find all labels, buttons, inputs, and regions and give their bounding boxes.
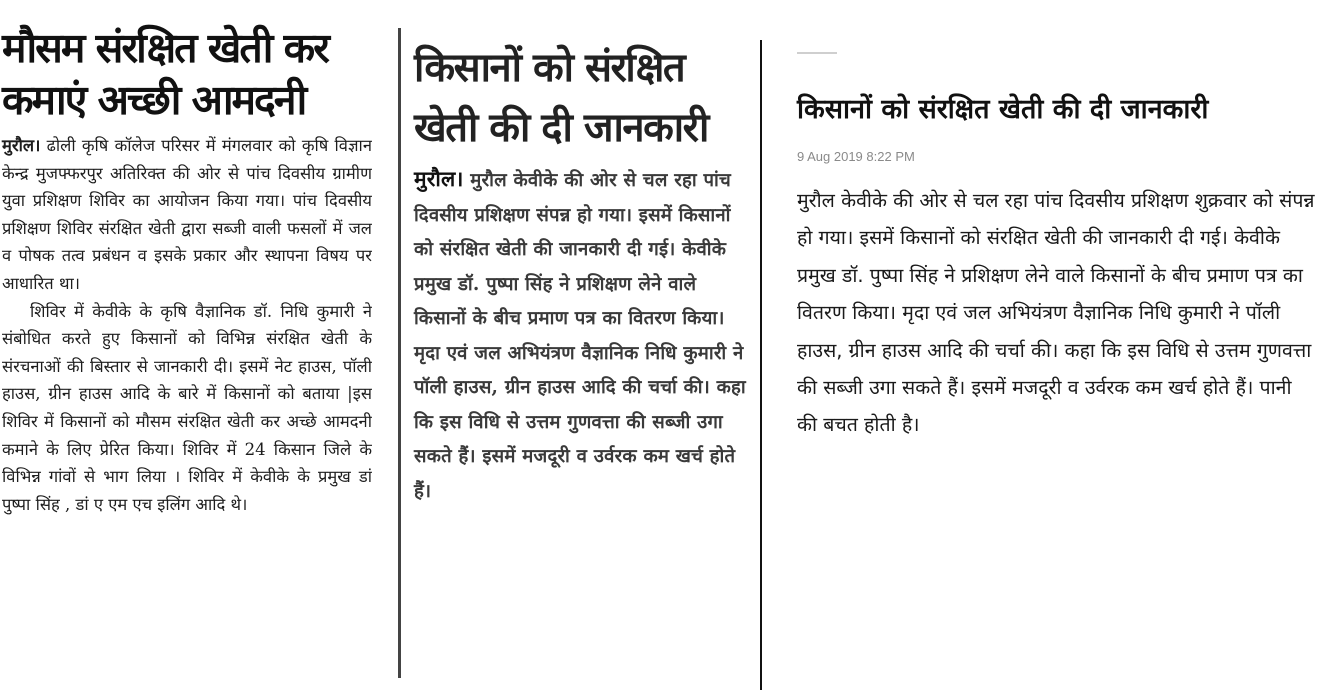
clipping-middle (410, 0, 748, 690)
column-divider (398, 28, 401, 678)
article-right (795, 0, 1315, 690)
clipping-left-paragraph-1 (2, 132, 372, 298)
article-timestamp: 9 Aug 2019 8:22 PM (797, 149, 915, 164)
clipping-left-paragraph-2: शिविर में केवीके के कृषि वैज्ञानिक डॉ. निधि कुमारी ने संबोधित करते हुए किसानों को विभिन्न संरक्षित खेती के संरचनाओं की बिस्तार से जानकारी दी। इसमें नेट हाउस, पॉली हाउस, ग्रीन हाउस आदि के बारे में किसानों को बताया |इस शिविर में किसानों को मौसम संरक्षित खेती कर अच्छे आमदनी कमाने के लिए प्रेरित किया। शिविर में 24 किसान जिले के विभिन्न गांवों से भाग लिया । शिविर में केवीके के प्रमुख डां पुष्पा सिंह , डां ए एम एच इलिंग आदि थे। (2, 301, 372, 514)
clipping-left-headline: मौसम संरक्षित खेती कर कमाएं अच्छी आमदनी (2, 24, 328, 124)
clipping-left-dateline: मुरौल। (2, 136, 41, 155)
clipping-middle-paragraph (414, 162, 748, 509)
clipping-left (0, 0, 372, 690)
clipping-middle-headline: किसानों को संरक्षित खेती की दी जानकारी (414, 45, 708, 151)
column-divider (760, 40, 762, 690)
article-paragraph: मुरौल केवीके की ओर से चल रहा पांच दिवसीय प्रशिक्षण शुक्रवार को संपन्न हो गया। इसमें किसानों को संरक्षित खेती की जानकारी दी गई। केवीके प्रमुख डॉ. पुष्पा सिंह ने प्रशिक्षण लेने वाले किसानों के बीच प्रमाण पत्र का वितरण किया। मृदा एवं जल अभियंत्रण वैज्ञानिक निधि कुमारी ने पॉली हाउस, ग्रीन हाउस आदि की चर्चा की। कहा कि इस विधि से उत्तम गुणवत्ता की सब्जी उगा सकते हैं। इसमें मजदूरी व उर्वरक कम खर्च होते हैं। पानी की बचत होती है। (797, 189, 1315, 437)
clipping-left-paragraph-1-text: ढोली कृषि कॉलेज परिसर में मंगलवार को कृषि विज्ञान केन्द्र मुजफ्फरपुर अतिरिक्त की ओर से पांच दिवसीय ग्रामीण युवा प्रशिक्षण शिविर का आयोजन किया गया। पांच दिवसीय प्रशिक्षण शिविर संरक्षित खेती द्वारा सब्जी वाली फसलों में जल व पोषक तत्व प्रबंधन व इसके प्रकार और स्थापना विषय पर आधारित था। (2, 136, 372, 293)
clipping-left-body (2, 132, 372, 518)
article-body (797, 182, 1315, 444)
article-title[interactable]: किसानों को संरक्षित खेती की दी जानकारी (797, 94, 1209, 125)
clipping-middle-text: मुरौल केवीके की ओर से चल रहा पांच दिवसीय प्रशिक्षण संपन्न हो गया। इसमें किसानों को संरक्षित खेती की जानकारी दी गई। केवीके प्रमुख डॉ. पुष्पा सिंह ने प्रशिक्षण लेने वाले किसानों के बीच प्रमाण पत्र का वितरण किया। मृदा एवं जल अभियंत्रण वैज्ञानिक निधि कुमारी ने पॉली हाउस, ग्रीन हाउस आदि की चर्चा की। कहा कि इस विधि से उत्तम गुणवत्ता की सब्जी उगा सकते हैं। इसमें मजदूरी व उर्वरक कम खर्च होते हैं। (414, 170, 746, 502)
clipping-middle-body (414, 162, 748, 509)
article-top-rule (797, 52, 837, 54)
clipping-middle-dateline: मुरौल। (414, 166, 464, 191)
